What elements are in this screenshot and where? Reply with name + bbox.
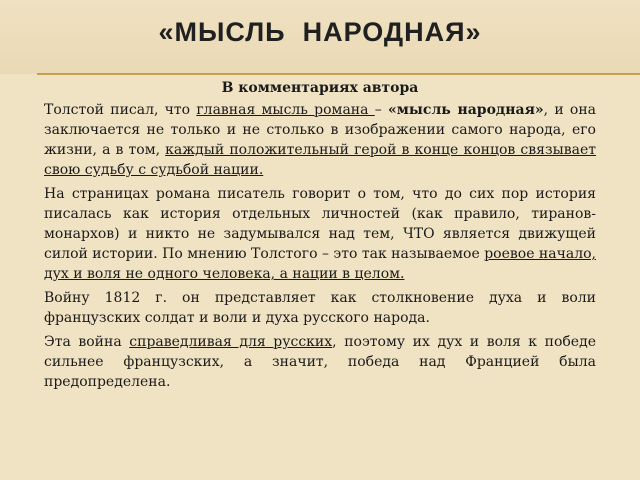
p4-underline-1: справедливая для русских [129, 334, 333, 350]
paragraph-3: Войну 1812 г. он представляет как столкновение духа и воли французских солдат и воли и духа русского народа. [44, 290, 596, 326]
p1-text-3: , и она заключается не только и не столько в изображении самого народа, его жизни, а в том, [44, 102, 597, 158]
p4-text-1: Эта война [44, 334, 130, 350]
paragraph-1 [44, 100, 596, 180]
paragraph-2 [44, 184, 596, 284]
title-band [0, 0, 640, 74]
p1-text-1: Толстой писал, что [44, 102, 197, 118]
p1-bold-quote: «мысль народная» [387, 102, 544, 118]
p1-underline-2: каждый положительный герой в конце концов связывает свою судьбу с судьбой нации. [44, 142, 596, 178]
slide-title: «МЫСЛЬ НАРОДНАЯ» [158, 17, 482, 47]
subheading: В комментариях автора [221, 80, 419, 96]
paragraph-4 [44, 332, 596, 392]
title-divider [37, 73, 640, 75]
p1-underline-1: главная мысль романа [196, 102, 375, 118]
p4-text-2: , поэтому их дух и воля к победе сильнее французских, а значит, победа над Францией была предопределена. [44, 334, 596, 390]
p1-text-2: – [374, 102, 388, 118]
slide-body [44, 78, 596, 396]
p2-underline-1: роевое начало, дух и воля не одного человека, а нации в целом. [44, 246, 596, 282]
p2-text-1: На страницах романа писатель говорит о том, что до сих пор история писалась как история отдельных личностей (как правило, тиранов-монархов) и никто не задумывался над тем, ЧТО является движущей силой истории. По мнению Толстого – это так называемое [44, 186, 596, 262]
